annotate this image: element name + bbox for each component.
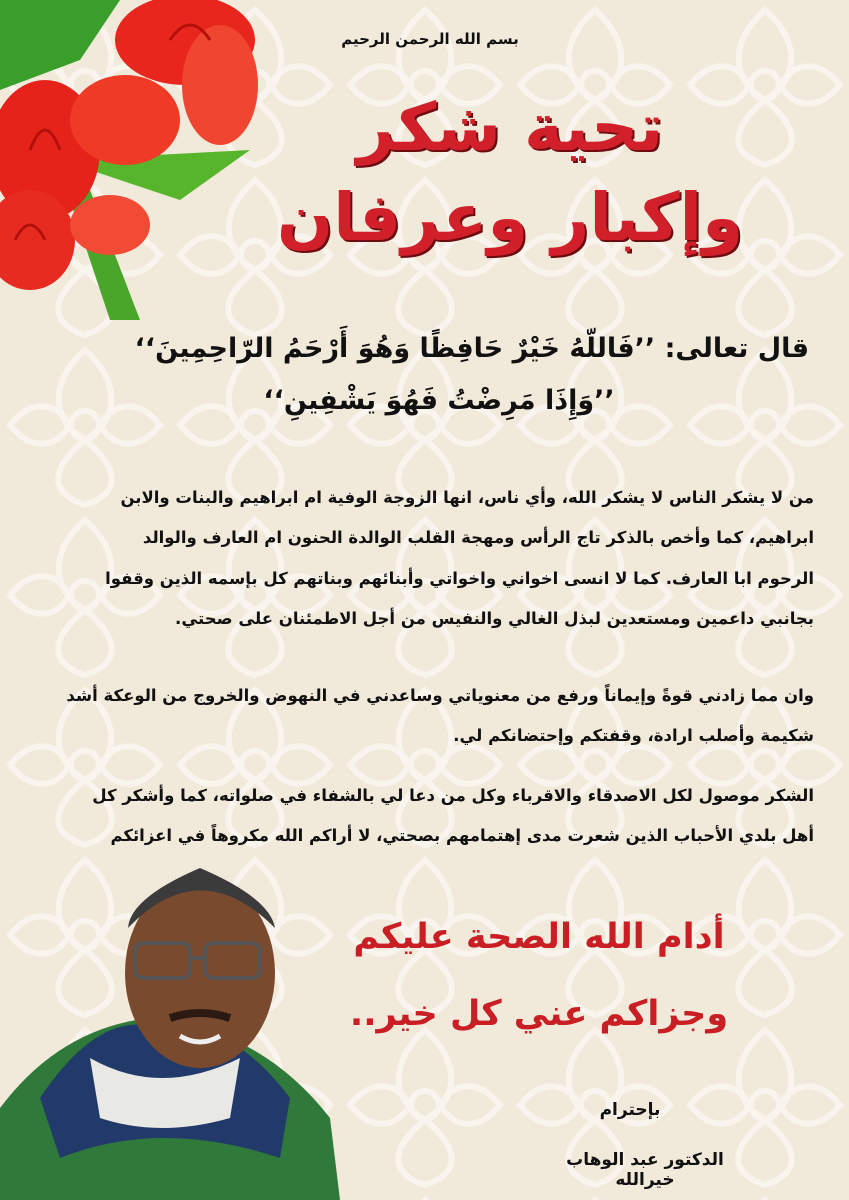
paragraph-line: الشكر موصول لكل الاصدقاء والاقرباء وكل من دعا لي بالشفاء في صلواته، كما وأشكر كل — [92, 786, 814, 805]
closing-wish-line-1: أدام الله الصحة عليكم — [353, 917, 725, 957]
quran-verse-line-2: ’’وَإِذَا مَرِضْتُ فَهُوَ يَشْفِينِ‘‘ — [263, 385, 615, 416]
thanks-paragraph-2 — [34, 685, 814, 766]
paragraph-line: بجانبي داعمين ومستعدين لبذل الغالي والنفيس من أجل الاطمئنان على صحتي. — [175, 609, 814, 629]
main-title-line-2: وإكبار وعرفان — [276, 179, 744, 256]
signature-respect: بإحترام — [599, 1100, 661, 1120]
thanks-paragraph-1 — [34, 487, 814, 649]
paragraph-line: من لا يشكر الناس لا يشكر الله، وأي ناس، انها الزوجة الوفية ام ابراهيم والبنات والابن — [120, 488, 814, 507]
paragraph-line: الرحوم ابا العارف. كما لا انسى اخواني واخواتي وأبنائهم وبناتهم كل بإسمه الذين وقفوا — [105, 568, 814, 588]
tulip-bouquet-image — [0, 0, 270, 320]
quran-verse-line-1: قال تعالى: ’’فَاللّهُ خَيْرٌ حَافِظًا وَهُوَ أَرْحَمُ الرّاحِمِينَ‘‘ — [134, 333, 809, 364]
signature-name: الدكتور عبد الوهاب خيرالله — [566, 1150, 724, 1190]
closing-wish-line-2: وجزاكم عني كل خير.. — [349, 994, 729, 1034]
paragraph-line: شكيمة وأصلب ارادة، وقفتكم وإحتضانكم لي. — [453, 726, 814, 746]
paragraph-line: ابراهيم، كما وأخص بالذكر تاج الرأس ومهجة القلب الوالدة الحنون ام العارف والوالد — [142, 528, 814, 548]
author-portrait-photo — [0, 858, 340, 1200]
paragraph-line: أهل بلدي الأحباب الذين شعرت مدى إهتمامهم بصحتي، لا أراكم الله مكروهاً في اعزائكم — [110, 826, 814, 846]
basmala: بسم الله الرحمن الرحيم — [341, 30, 519, 48]
paragraph-line: وان مما زادني قوةً وإيماناً ورفع من معنوياتي وساعدني في النهوض والخروج من الوعكة أشد — [66, 686, 814, 705]
thanks-paragraph-3 — [34, 785, 814, 866]
main-title-line-1: تحية شكر — [356, 89, 664, 166]
